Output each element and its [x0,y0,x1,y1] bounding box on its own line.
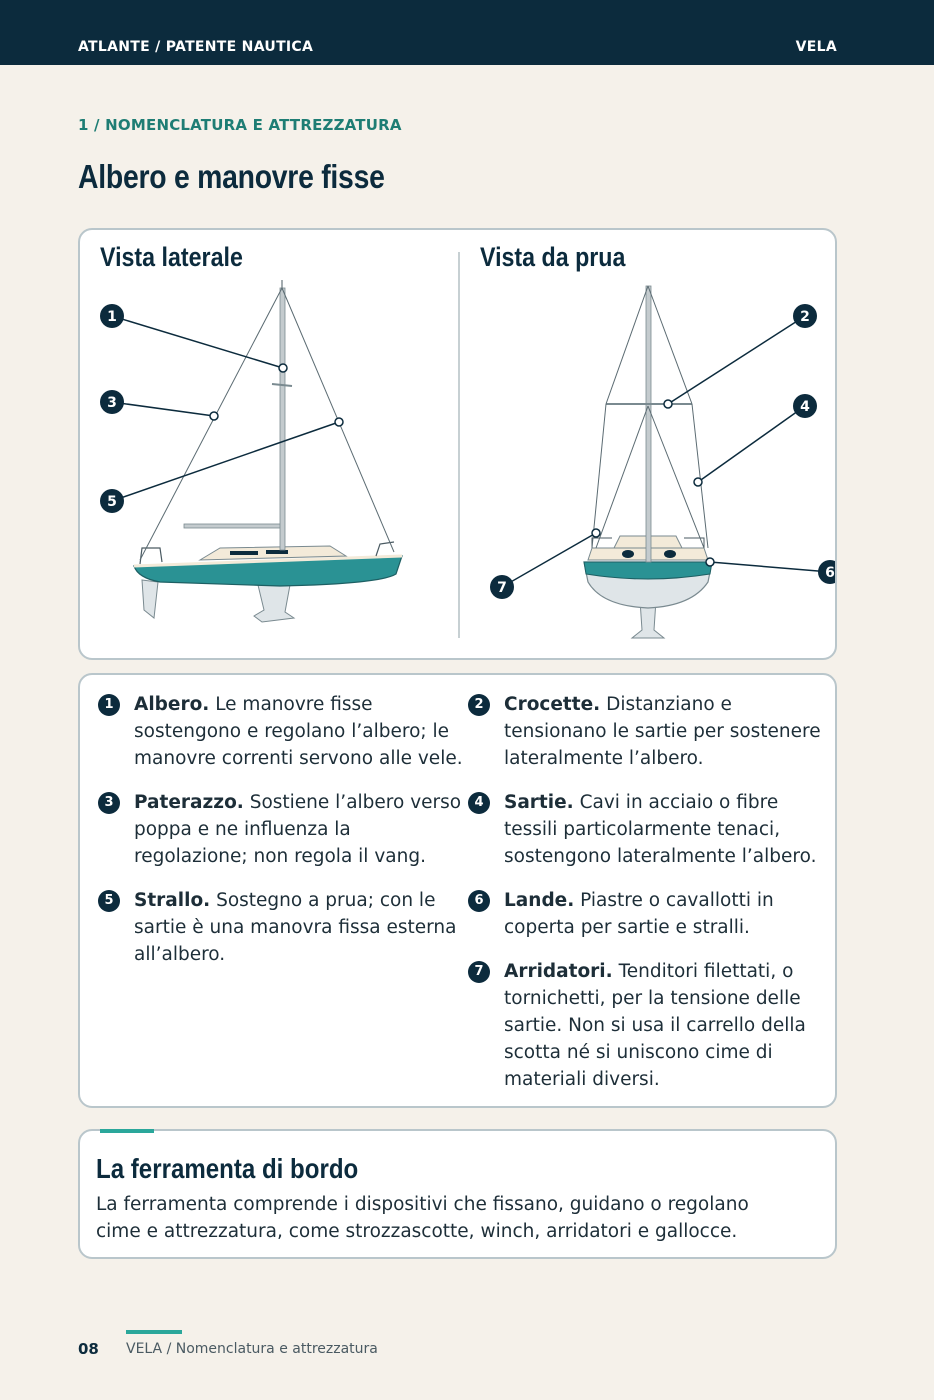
chapter-label: VELA [795,39,837,55]
legend-item [474,958,834,1093]
marker-6 [818,560,835,584]
legend-item [474,691,834,772]
breadcrumb: ATLANTE / PATENTE NAUTICA [78,39,314,55]
legend-text: Le manovre fisse sostengono e regolano l’albero; le manovre correnti servono alle vele. [134,694,463,769]
legend-term: Crocette. [504,694,601,715]
info-body: La ferramenta comprende i dispositivi che fissano, guidano o regolano cime e attrezzatura, come strozzascotte, winch, arridatori e gallocce. [96,1194,749,1242]
svg-text:1: 1 [107,309,117,325]
legend-number: 6 [468,890,490,912]
side-view-title: Vista laterale [100,242,243,272]
legend-number: 7 [468,961,490,983]
info-card [78,1129,837,1259]
legend-text: Piastre o cavallotti in coperta per sartie e stralli. [504,890,774,938]
legend-term: Paterazzo. [134,792,244,813]
legend-number: 2 [468,694,490,716]
legend-term: Sartie. [504,792,574,813]
info-accent-bar [100,1129,154,1133]
legend-text: Tenditori filettati, o tornichetti, per la tensione delle sartie. Non si usa il carrello della scotta né si uniscono cime di materiali diversi. [504,961,806,1090]
legend-number: 4 [468,792,490,814]
legend-term: Arridatori. [504,961,613,982]
legend-number: 1 [98,694,120,716]
legend-text: Sostiene l’albero verso poppa e ne influenza la regolazione; non regola il vang. [134,792,462,867]
svg-text:2: 2 [800,309,810,325]
legend-item [474,887,834,941]
legend-item [474,789,834,870]
legend-item [104,691,464,772]
marker-3 [100,390,124,414]
svg-text:5: 5 [107,494,117,510]
section-label: 1 / NOMENCLATURA E ATTREZZATURA [78,116,402,134]
svg-text:7: 7 [497,580,507,596]
legend-card [78,673,837,1108]
top-bar [0,0,934,65]
side-view-boat [134,280,402,622]
marker-2 [793,304,817,328]
svg-text:3: 3 [107,395,117,411]
svg-text:6: 6 [825,565,835,581]
legend-text: Sostegno a prua; con le sartie è una manovra fissa esterna all’albero. [134,890,457,965]
rigging-diagram-card [78,228,837,660]
legend-item [104,789,464,870]
svg-text:4: 4 [800,399,810,415]
legend-term: Albero. [134,694,210,715]
legend-term: Lande. [504,890,575,911]
front-view-boat [584,286,712,638]
marker-1 [100,304,124,328]
footer-accent-bar [126,1330,182,1334]
legend-text: Cavi in acciaio o fibre tessili particolarmente tenaci, sostengono lateralmente l’albero. [504,792,817,867]
sailboat-illustration [80,230,835,658]
info-title: La ferramenta di bordo [96,1153,359,1184]
page-number: 08 [78,1340,99,1358]
marker-4 [793,394,817,418]
marker-5 [100,489,124,513]
legend-number: 5 [98,890,120,912]
legend-item [104,887,464,968]
legend-term: Strallo. [134,890,211,911]
footer-text: VELA / Nomenclatura e attrezzatura [126,1341,378,1357]
front-view-title: Vista da prua [480,242,626,272]
marker-7 [490,575,514,599]
legend-number: 3 [98,792,120,814]
page-title: Albero e manovre fisse [78,158,385,195]
legend-text: Distanziano e tensionano le sartie per sostenere lateralmente l’albero. [504,694,821,769]
